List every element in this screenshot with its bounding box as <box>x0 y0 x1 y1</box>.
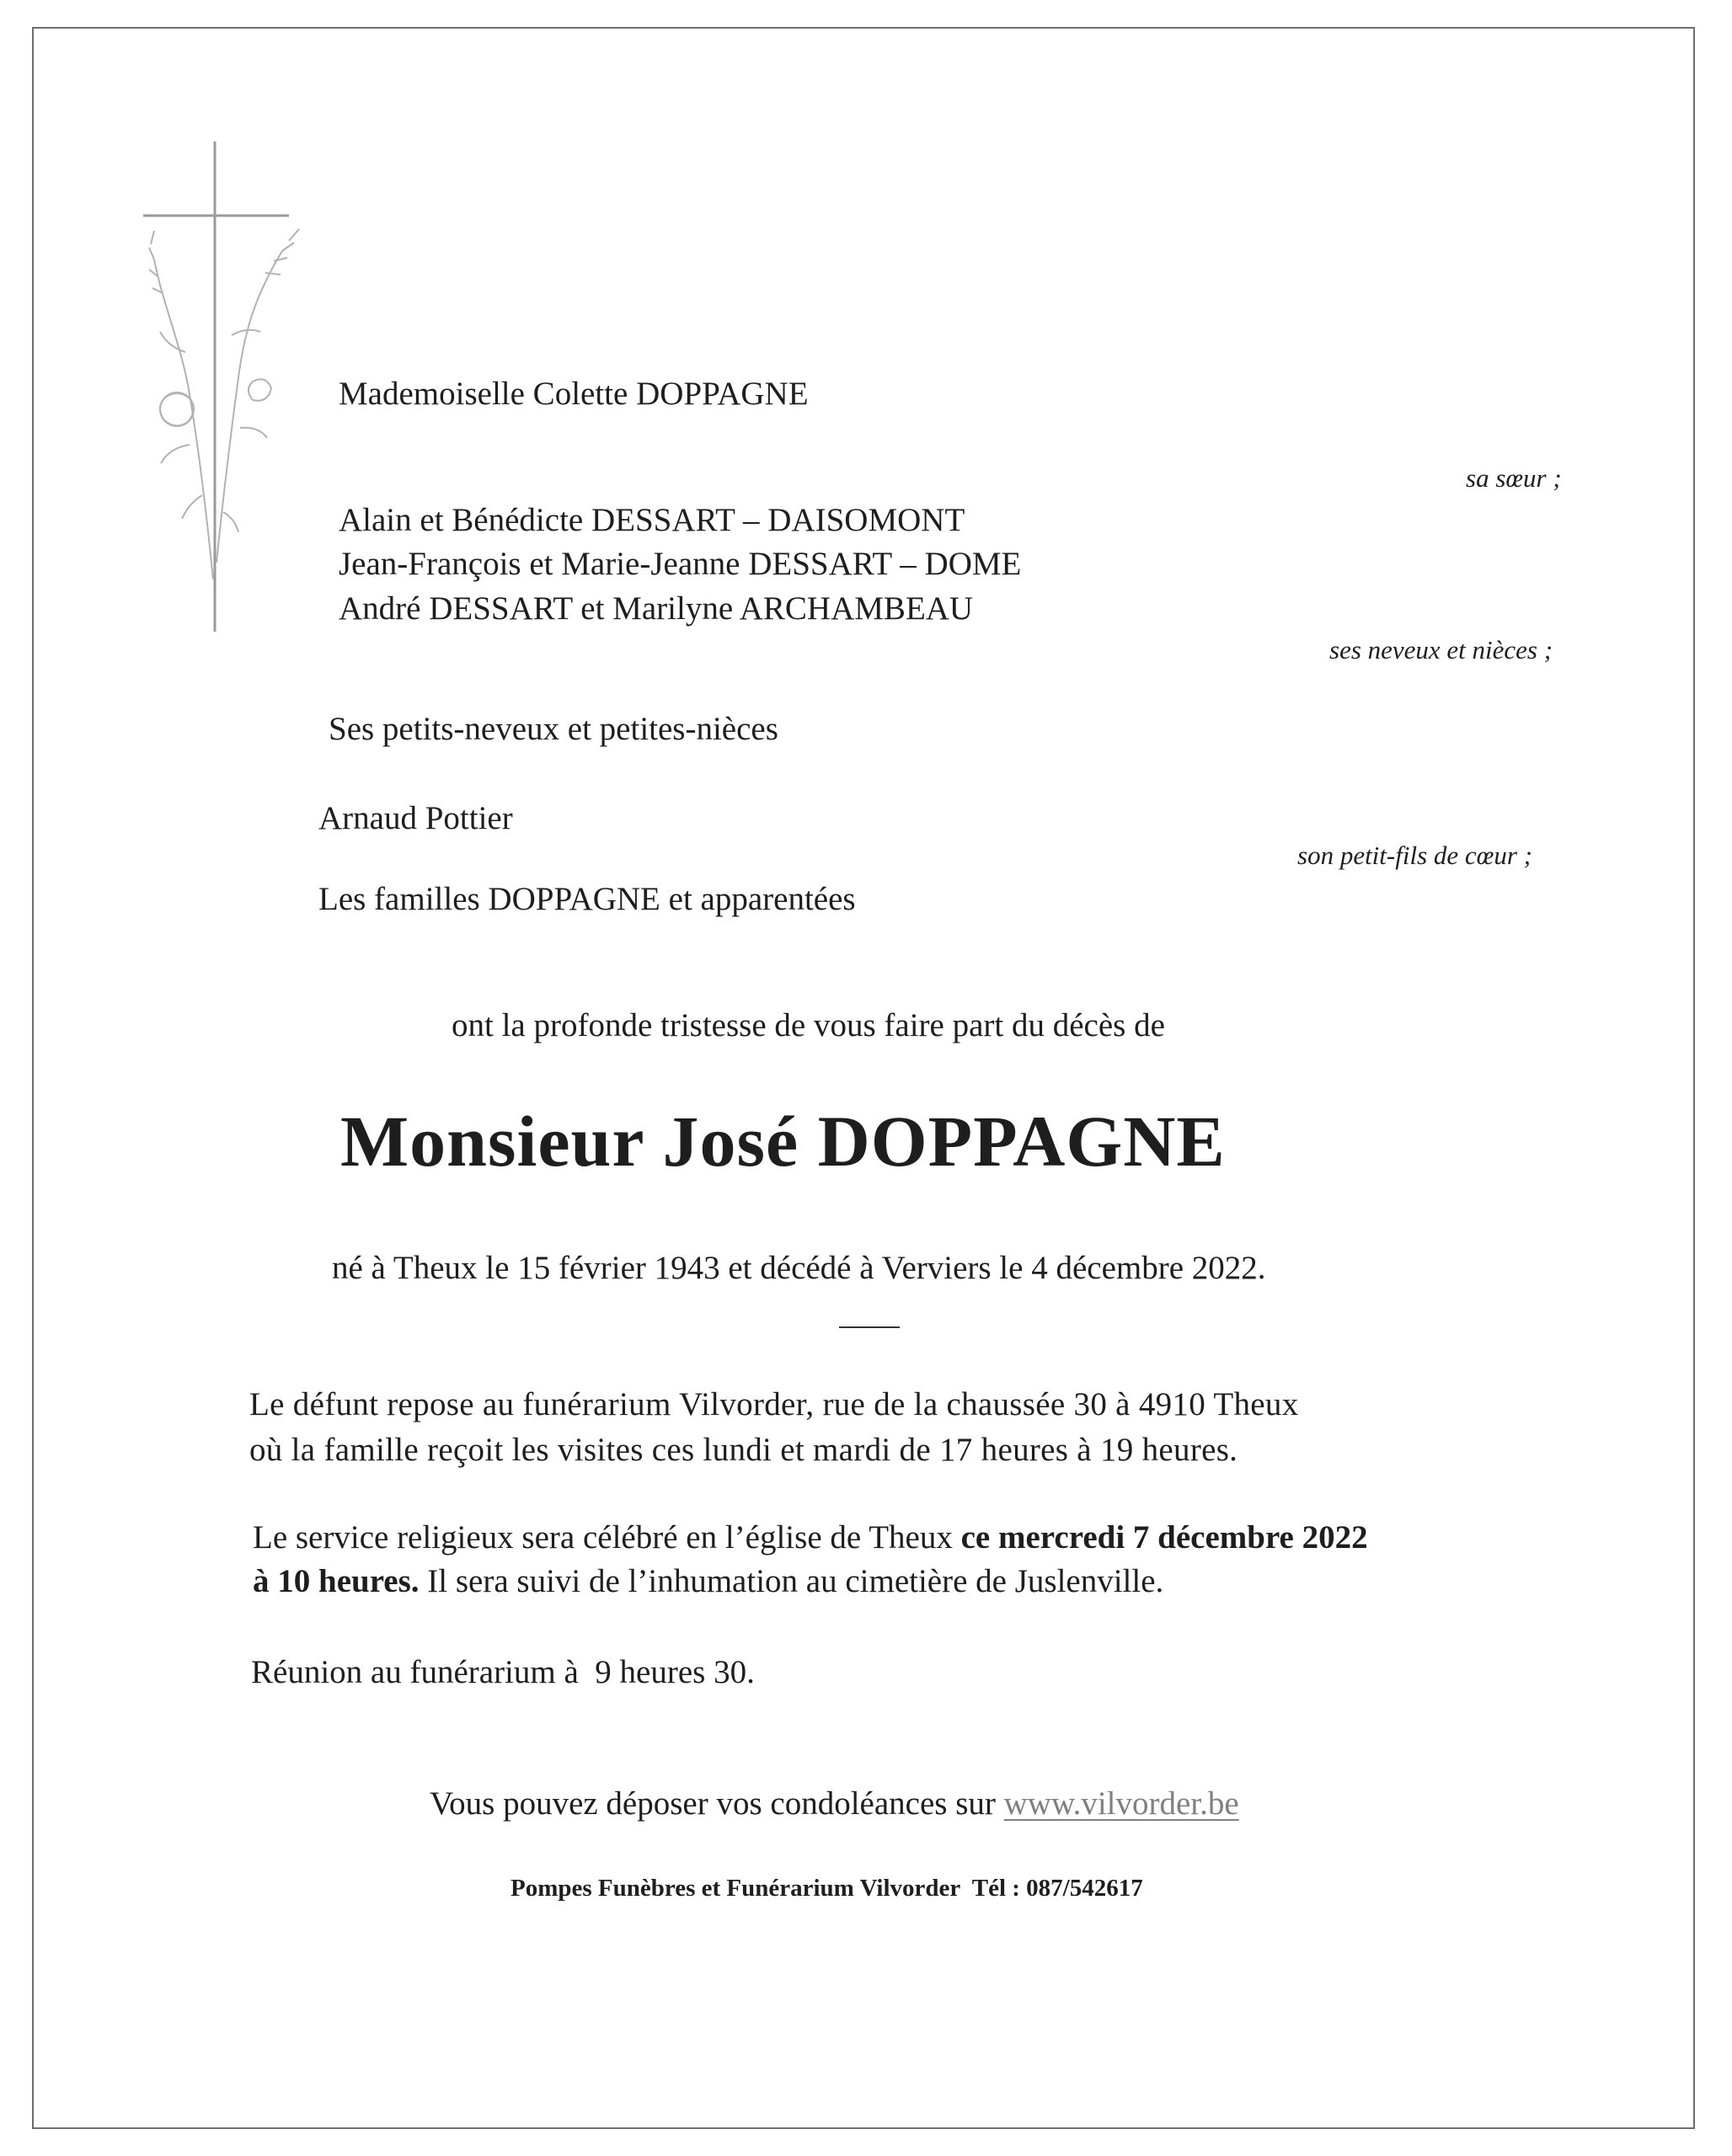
deceased-name: Monsieur José DOPPAGNE <box>340 1101 1226 1182</box>
family-name-line: Mademoiselle Colette DOPPAGNE <box>339 376 809 412</box>
footer-contact: Pompes Funèbres et Funérarium Vilvorder Tél : 087/542617 <box>511 1875 1143 1902</box>
family-name-line: Jean-François et Marie-Jeanne DESSART – DOME <box>339 546 1022 582</box>
condolences-line <box>430 1787 1239 1820</box>
intro-text: ont la profonde tristesse de vous faire part du décès de <box>452 1007 1165 1043</box>
service-line <box>253 1565 1163 1598</box>
meeting-text: Réunion au funérarium à 9 heures 30. <box>251 1654 755 1690</box>
service-line <box>253 1521 1368 1554</box>
website-link[interactable]: www.vilvorder.be <box>1003 1785 1239 1822</box>
family-name-line: Alain et Bénédicte DESSART – DAISOMONT <box>339 502 965 538</box>
separator-line <box>839 1326 900 1328</box>
relation-label: sa sœur ; <box>1466 463 1562 493</box>
service-text: Il sera suivi de l’inhumation au cimetière de Juslenville. <box>419 1563 1164 1599</box>
family-name-line: André DESSART et Marilyne ARCHAMBEAU <box>339 590 974 627</box>
relation-label: son petit-fils de cœur ; <box>1297 841 1532 870</box>
birth-death-text: né à Theux le 15 février 1943 et décédé à Verviers le 4 décembre 2022. <box>332 1250 1266 1286</box>
family-name-line: Arnaud Pottier <box>318 800 513 836</box>
cross-with-flowers-icon <box>139 141 333 638</box>
service-date: ce mercredi 7 décembre 2022 <box>960 1519 1368 1556</box>
service-text: Le service religieux sera célébré en l’église de Theux <box>253 1519 961 1556</box>
condolences-text: Vous pouvez déposer vos condoléances sur <box>430 1785 1004 1822</box>
visit-line: où la famille reçoit les visites ces lundi et mardi de 17 heures à 19 heures. <box>249 1432 1238 1468</box>
relation-label: ses neveux et nièces ; <box>1329 635 1553 664</box>
family-name-line: Ses petits-neveux et petites-nièces <box>329 711 778 747</box>
visit-line: Le défunt repose au funérarium Vilvorder, rue de la chaussée 30 à 4910 Theux <box>249 1386 1299 1422</box>
service-time: à 10 heures. <box>253 1563 420 1599</box>
family-name-line: Les familles DOPPAGNE et apparentées <box>318 881 856 917</box>
